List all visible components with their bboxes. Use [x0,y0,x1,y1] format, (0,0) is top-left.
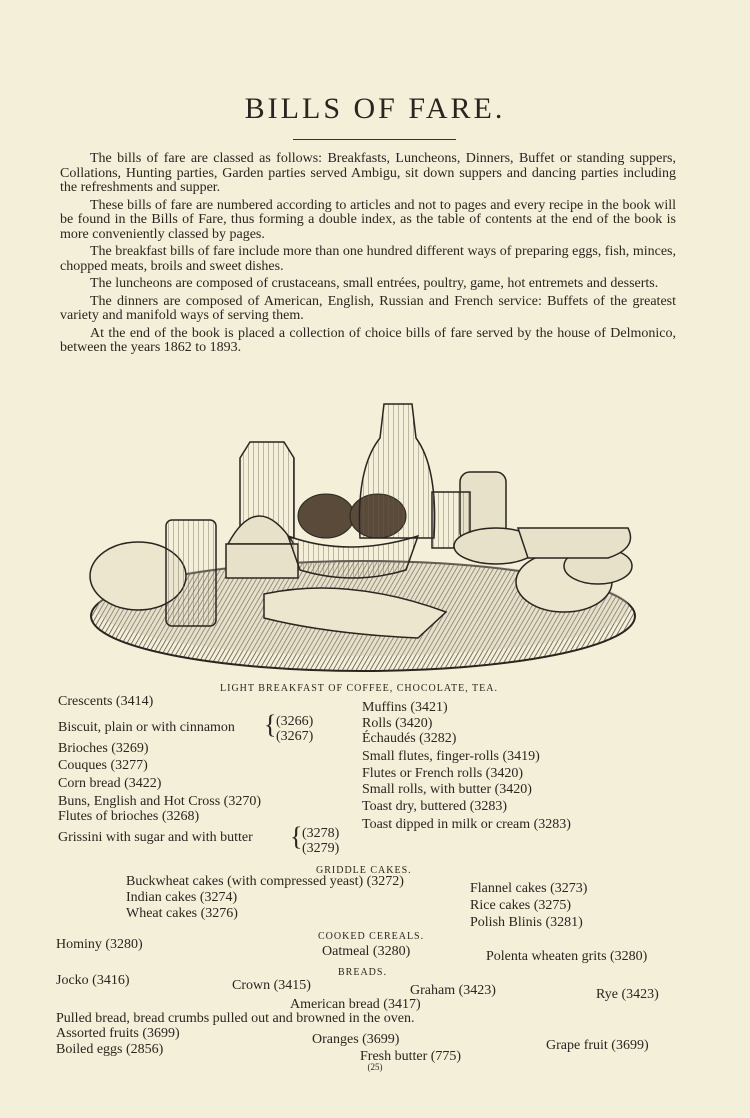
intro-paragraph: These bills of fare are numbered according to articles and not to pages and every recipe in the book will be found in the Bills of Fare, thus forming a double index, as the table of contents at the end of the book is more conveniently classed by pages. [60,197,676,242]
brace-glyph: { [290,822,303,851]
menu-item: Toast dry, buttered (3283) [362,799,508,814]
menu-item: Flutes or French rolls (3420) [362,766,523,781]
menu-item-eggs: Boiled eggs (2856) [56,1042,164,1057]
page-number: (25) [367,1062,383,1072]
menu-item: Échaudés (3282) [362,731,457,746]
intro-paragraph: The breakfast bills of fare include more than one hundred different ways of preparing eggs, fish, minces, chopped meats, broils and sweet dishes. [60,244,676,274]
menu-item-oranges: Oranges (3699) [312,1032,400,1047]
menu-item-crescents: Crescents (3414) [58,694,154,709]
menu-item-american: American bread (3417) [290,997,421,1012]
breads-heading: BREADS. [338,967,387,978]
menu-item-fruits: Assorted fruits (3699) [56,1026,180,1041]
intro-text [60,152,676,359]
menu-item-hominy: Hominy (3280) [56,937,143,952]
menu-item: Polish Blinis (3281) [470,915,583,930]
menu-item-cornbread: Corn bread (3422) [58,776,162,791]
menu-item: Rice cakes (3275) [470,898,572,913]
title-rule [293,139,456,140]
menu-item-butter: Fresh butter (775) [360,1049,462,1064]
menu-item-crown: Crown (3415) [232,978,311,993]
menu-item-rye: Rye (3423) [596,987,659,1002]
menu-item-graham: Graham (3423) [410,983,496,998]
brace-glyph: { [264,710,277,739]
intro-paragraph: The dinners are composed of American, English, Russian and French service: Buffets of the greatest variety and manifold ways of serving them. [60,293,676,323]
menu-item-polenta: Polenta wheaten grits (3280) [486,949,648,964]
menu-item-grissini: Grissini with sugar and with butter [58,830,253,845]
menu-item-number: (3279) [302,841,340,856]
griddle-heading: GRIDDLE CAKES. [316,865,412,876]
menu-item-biscuit: Biscuit, plain or with cinnamon [58,720,235,735]
menu-item-jocko: Jocko (3416) [56,973,130,988]
breakfast-table-illustration [88,398,648,674]
menu-item: Indian cakes (3274) [126,890,238,905]
menu-item: Small flutes, finger-rolls (3419) [362,749,540,764]
page-title: BILLS OF FARE. [244,92,506,125]
cereals-heading: COOKED CEREALS. [318,931,425,942]
menu-item-flutes-brioches: Flutes of brioches (3268) [58,809,200,824]
menu-item-buns: Buns, English and Hot Cross (3270) [58,794,261,809]
menu-item-oatmeal: Oatmeal (3280) [322,944,411,959]
menu-item: Buckwheat cakes (with compressed yeast) (3272) [126,874,404,889]
intro-paragraph: The bills of fare are classed as follows: Breakfasts, Luncheons, Dinners, Buffet or standing suppers, Collations, Hunting parties, Garden parties served Ambigu, sit down suppers and dancing parties including the refreshments and supper. [60,151,676,195]
menu-item-couques: Couques (3277) [58,758,148,773]
menu-item: Muffins (3421) [362,700,448,715]
menu-item: Rolls (3420) [362,716,433,731]
menu-item-number: (3278) [302,826,340,841]
menu-item-number: (3267) [276,729,314,744]
menu-item: Wheat cakes (3276) [126,906,238,921]
intro-paragraph: At the end of the book is placed a collection of choice bills of fare served by the house of Delmonico, between the years 1862 to 1893. [60,325,676,355]
menu-item-number: (3266) [276,714,314,729]
intro-paragraph: The luncheons are composed of crustaceans, small entrées, poultry, game, hot entremets and desserts. [90,276,659,291]
menu-item-brioches: Brioches (3269) [58,741,149,756]
menu-item: Flannel cakes (3273) [470,881,588,896]
menu-item: Toast dipped in milk or cream (3283) [362,817,571,832]
menu-item-pulled: Pulled bread, bread crumbs pulled out and browned in the oven. [56,1011,415,1026]
breakfast-caption: LIGHT BREAKFAST OF COFFEE, CHOCOLATE, TEA. [220,683,498,694]
menu-item: Small rolls, with butter (3420) [362,782,532,797]
menu-item-grapefruit: Grape fruit (3699) [546,1038,649,1053]
